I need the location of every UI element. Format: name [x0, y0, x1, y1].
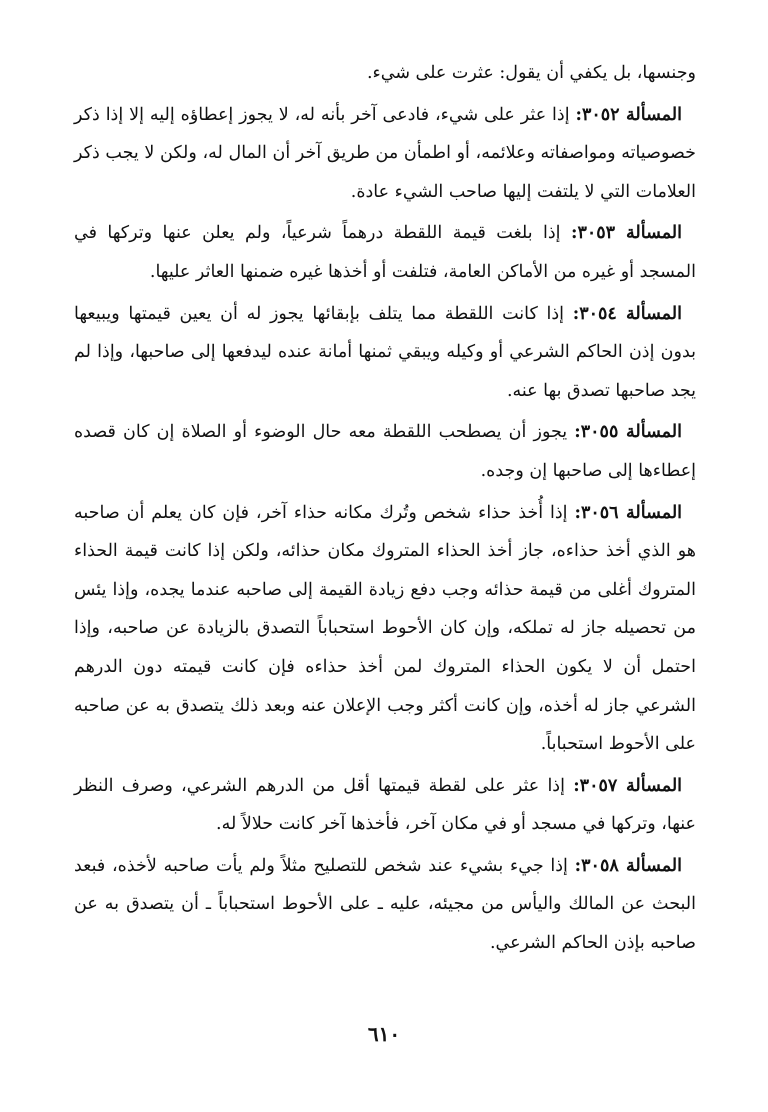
issue-3052	[74, 96, 696, 212]
issue-label: المسألة ٣٠٥٦:	[574, 502, 683, 523]
issue-label: المسألة ٣٠٥٧:	[573, 775, 683, 796]
paragraph-1	[74, 54, 696, 93]
paragraph-text: إذا أُخذ حذاء شخص وتُرك مكانه حذاء آخر، فإن كان يعلم أن صاحبه هو الذي أخذ حذاءه، جاز أخذ الحذاء المتروك مكان حذائه، ولكن إذا كانت قيمة الحذاء المتروك أغلى من قيمة حذائه وجب دفع زيادة القيمة إلى صاحبه عندما يجده، وإذا يئس من تحصيله جاز له تملكه، وإن كان الأحوط استحباباً التصدق بالزيادة عن صاحبه، وإذا احتمل أن لا يكون الحذاء المتروك لمن أخذ حذاءه فإن كانت قيمته دون الدرهم الشرعي جاز له أخذه، وإن كانت أكثر وجب الإعلان عنه وبعد ذلك يتصدق به عن صاحبه على الأحوط استحباباً.	[74, 502, 696, 755]
issue-label: المسألة ٣٠٥٣:	[570, 223, 683, 244]
paragraph-text: إذا جيء بشيء عند شخص للتصليح مثلاً ولم يأت صاحبه لأخذه، فبعد البحث عن المالك واليأس من مجيئه، عليه ـ على الأحوط استحباباً ـ أن يتصدق به عن صاحبه بإذن الحاكم الشرعي.	[74, 855, 696, 954]
issue-3056	[74, 494, 696, 764]
issue-label: المسألة ٣٠٥٢:	[575, 104, 682, 125]
paragraph-text: إذا بلغت قيمة اللقطة درهماً شرعياً، ولم يعلن عنها وتركها في المسجد أو غيره من الأماكن العامة، فتلفت أو أخذها غيره ضمنها العاثر عليها.	[74, 223, 696, 282]
issue-label: المسألة ٣٠٥٤:	[572, 303, 682, 324]
issue-label: المسألة ٣٠٥٥:	[574, 422, 682, 443]
page-number: ٦١٠	[367, 1022, 401, 1046]
issue-3054	[74, 295, 696, 411]
paragraph-text: إذا كانت اللقطة مما يتلف بإبقائها يجوز له أن يعين قيمتها ويبيعها بدون إذن الحاكم الشرعي أو وكيله ويبقي ثمنها أمانة عنده ليدفعها إلى صاحبها، وإذا لم يجد صاحبها تصدق بها عنه.	[74, 303, 696, 401]
paragraph-text: يجوز أن يصطحب اللقطة معه حال الوضوء أو الصلاة إن كان قصده إعطاءها إلى صاحبها إن وجده.	[74, 422, 696, 481]
body-text	[74, 54, 696, 966]
issue-3058	[74, 847, 696, 963]
issue-3057	[74, 767, 696, 844]
issue-3053	[74, 214, 696, 291]
paragraph-text: إذا عثر على شيء، فادعى آخر بأنه له، لا يجوز إعطاؤه إليه إلا إذا ذكر خصوصياته ومواصفاته وعلائمه، أو اطمأن من طريق آخر أن المال له، ولكن لا يجب ذكر العلامات التي لا يلتفت إليها صاحب الشيء عادة.	[74, 104, 696, 202]
issue-3055	[74, 413, 696, 490]
issue-label: المسألة ٣٠٥٨:	[574, 855, 682, 876]
paragraph-text: وجنسها، بل يكفي أن يقول: عثرت على شيء.	[366, 63, 696, 83]
paragraph-text: إذا عثر على لقطة قيمتها أقل من الدرهم الشرعي، وصرف النظر عنها، وتركها في مسجد أو في مكان آخر، فأخذها آخر كانت حلالاً له.	[74, 775, 696, 835]
